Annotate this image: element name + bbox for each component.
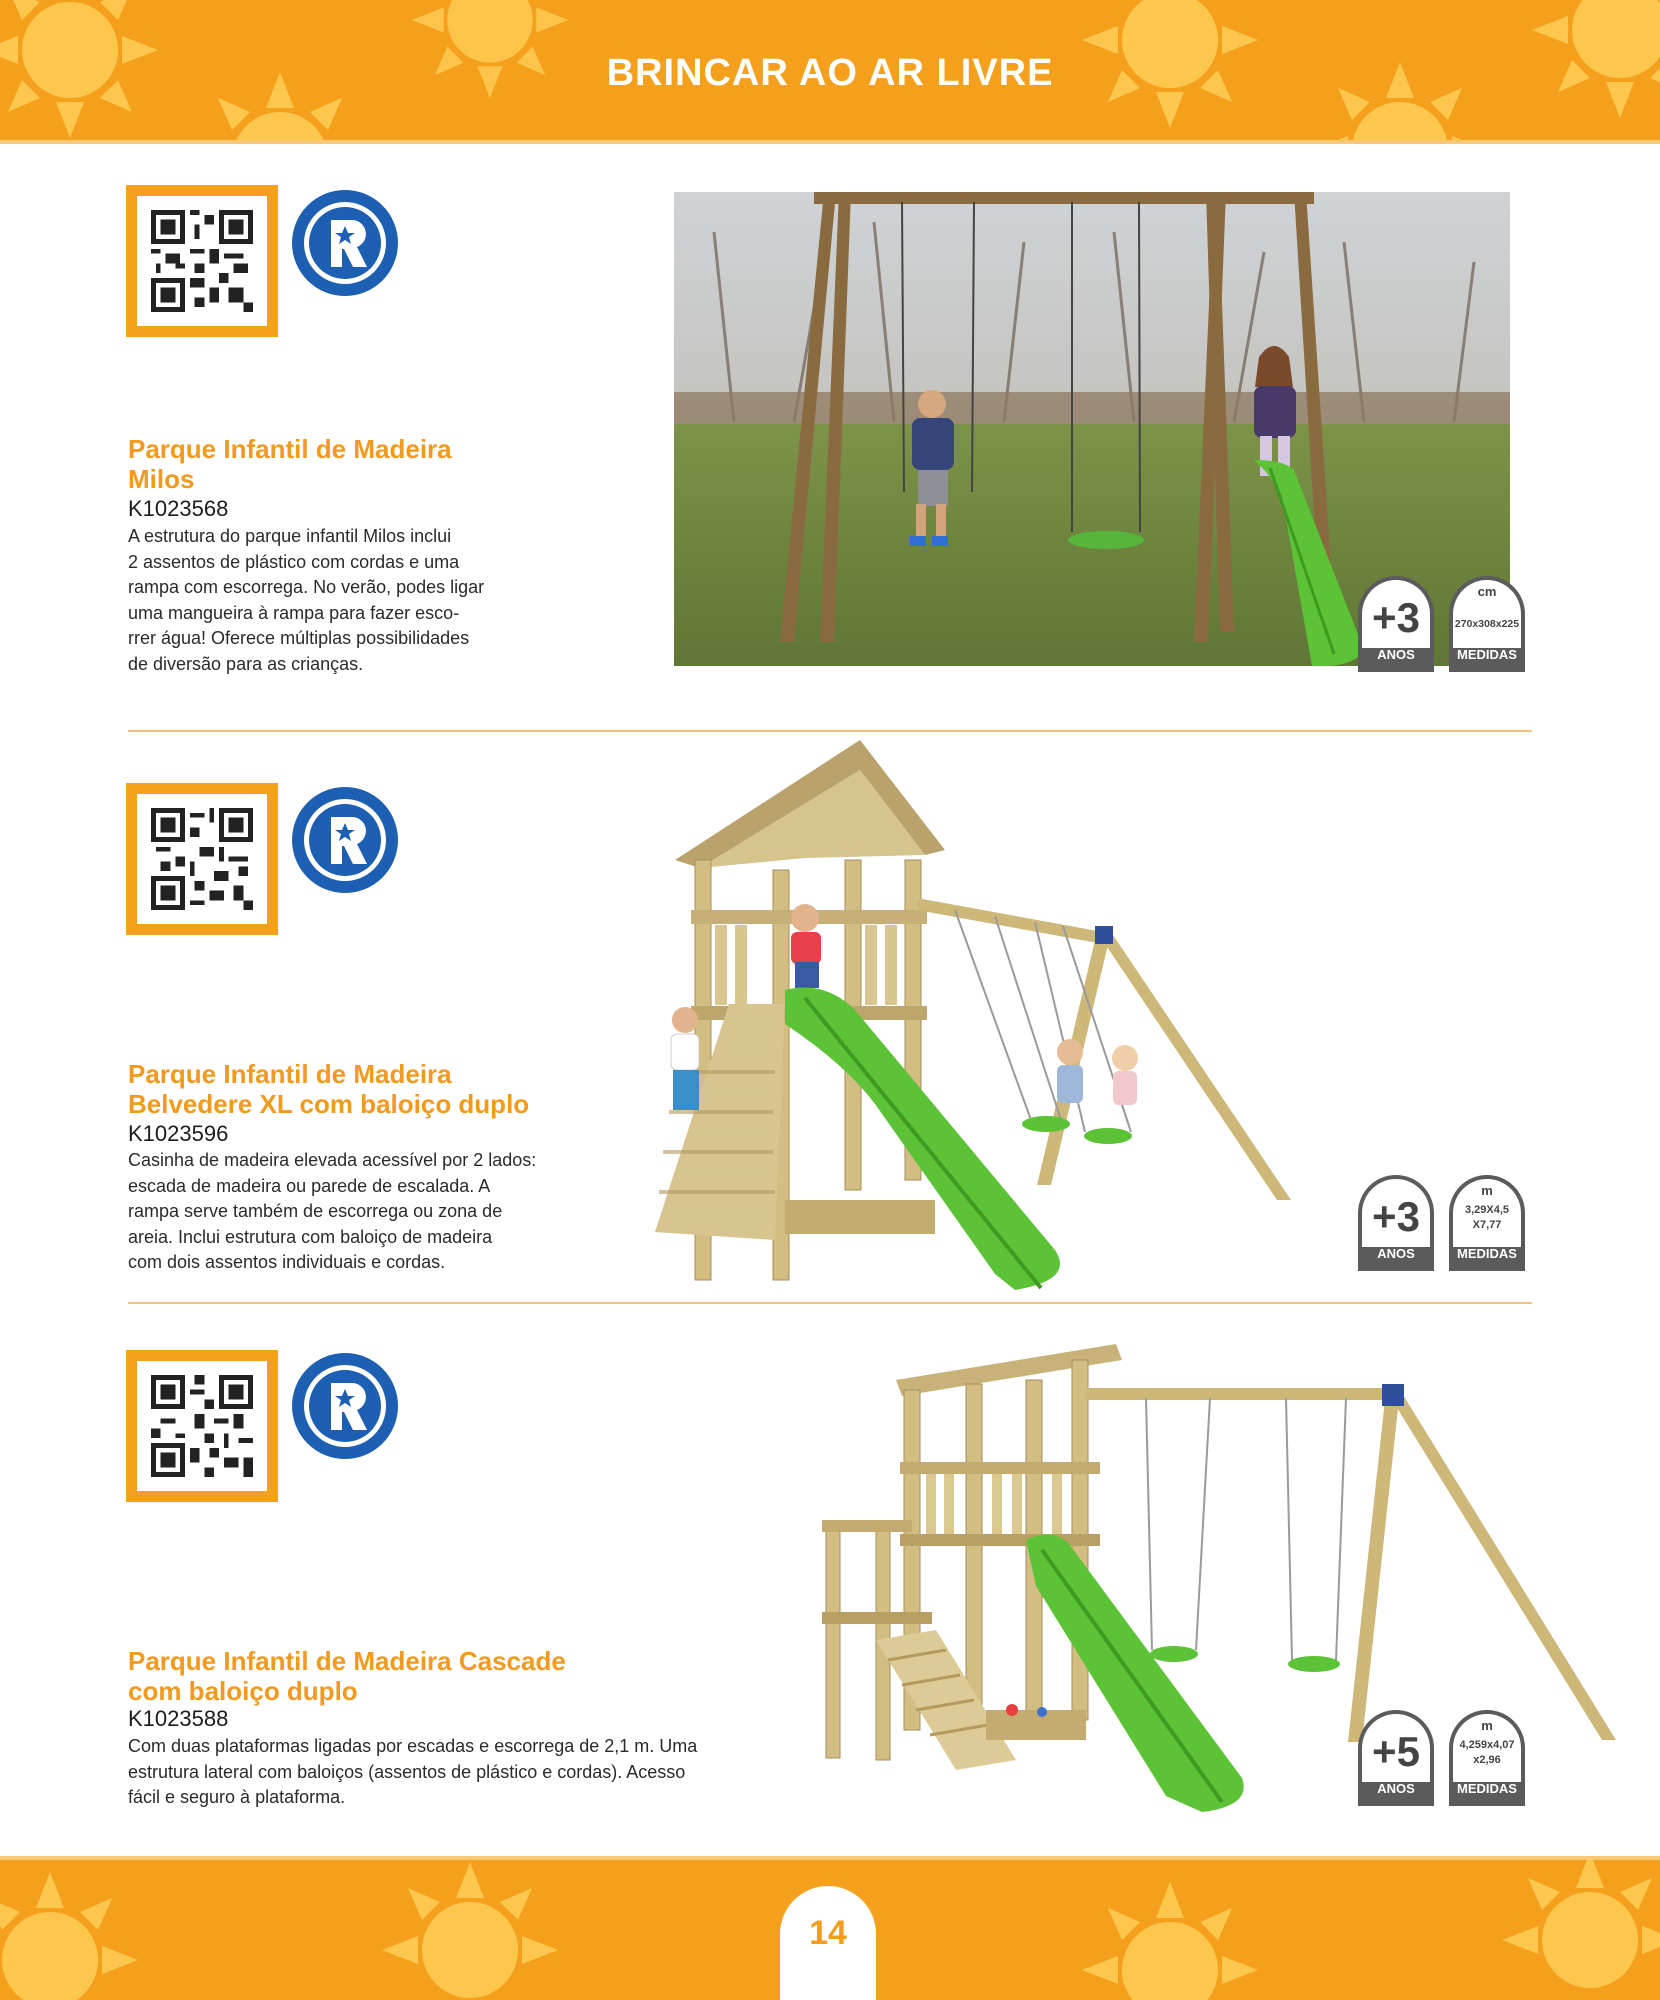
description-line: com dois assentos individuais e cordas.: [128, 1252, 446, 1273]
description-line: escada de madeira ou parede de escalada. A: [128, 1175, 491, 1196]
size-value: 4,259x4,07: [1459, 1739, 1515, 1751]
description-line: A estrutura do parque infantil Milos inclui: [128, 526, 452, 546]
sun-decoration-icon: [380, 1860, 560, 2000]
section-divider: [128, 730, 1532, 732]
description-line: rampa serve também de escorrega ou zona de: [128, 1201, 503, 1222]
size-value: 3,29X4,5: [1464, 1204, 1510, 1216]
brand-360-icon[interactable]: [290, 785, 400, 895]
size-label: MEDIDAS: [1457, 1781, 1517, 1796]
header-band: [0, 0, 1660, 144]
size-unit: cm: [1477, 584, 1497, 599]
size-value-cont: X7,77: [1472, 1219, 1502, 1231]
description-line: 2 assentos de plástico com cordas e uma: [128, 551, 460, 572]
product-description: [128, 1148, 536, 1276]
brand-360-icon[interactable]: [290, 188, 400, 298]
age-label: ANOS: [1377, 1781, 1415, 1796]
product-title: Parque Infantil de Madeira: [128, 434, 452, 464]
description-line: Casinha de madeira elevada acessível por 2 lados:: [128, 1150, 537, 1170]
product-title-cont: com baloiço duplo: [128, 1676, 358, 1706]
sun-decoration-icon: [0, 1870, 140, 2000]
size-label: MEDIDAS: [1457, 647, 1517, 662]
age-label: ANOS: [1377, 1246, 1415, 1261]
product-illustration: [655, 740, 1305, 1300]
product-sku: K1023596: [128, 1121, 229, 1146]
qr-code-icon[interactable]: [126, 185, 278, 337]
product-description: [128, 524, 484, 678]
size-value-cont: x2,96: [1473, 1754, 1501, 1766]
description-line: uma mangueira à rampa para fazer esco-: [128, 602, 460, 623]
product-description: [128, 1734, 697, 1811]
sun-decoration-icon: [1500, 1856, 1660, 2000]
age-value: +3: [1372, 594, 1420, 641]
brand-360-icon[interactable]: [290, 1351, 400, 1461]
size-value: 270x308x225: [1454, 618, 1520, 630]
product-title: Parque Infantil de Madeira: [128, 1059, 452, 1089]
size-unit: m: [1481, 1718, 1493, 1733]
product-sku: K1023568: [128, 496, 229, 521]
page-number: 14: [809, 1914, 847, 1952]
product-title-cont: Milos: [128, 464, 195, 494]
product-sku: K1023588: [128, 1706, 229, 1731]
section-divider: [128, 1302, 1532, 1304]
age-value: +3: [1372, 1193, 1420, 1240]
qr-code-icon[interactable]: [126, 783, 278, 935]
sun-decoration-icon: [1080, 1880, 1260, 2000]
page-title: BRINCAR AO AR LIVRE: [606, 52, 1054, 94]
description-line: fácil e seguro à plataforma.: [128, 1787, 346, 1808]
qr-code-icon[interactable]: [126, 1350, 278, 1502]
age-label: ANOS: [1377, 647, 1415, 662]
size-label: MEDIDAS: [1457, 1246, 1517, 1261]
description-line: estrutura lateral com baloiços (assentos de plástico e cordas). Acesso: [128, 1761, 686, 1782]
product-title: Parque Infantil de Madeira Cascade: [128, 1646, 566, 1676]
size-unit: m: [1481, 1183, 1493, 1198]
description-line: areia. Inclui estrutura com baloiço de madeira: [128, 1226, 493, 1247]
description-line: de diversão para as crianças.: [128, 653, 364, 674]
description-line: rampa com escorrega. No verão, podes ligar: [128, 577, 485, 598]
product-title-cont: Belvedere XL com baloiço duplo: [128, 1089, 530, 1119]
description-line: rrer água! Oferece múltiplas possibilidades: [128, 628, 470, 649]
age-value: +5: [1372, 1728, 1420, 1775]
description-line: Com duas plataformas ligadas por escadas e escorrega de 2,1 m. Uma: [128, 1736, 698, 1756]
